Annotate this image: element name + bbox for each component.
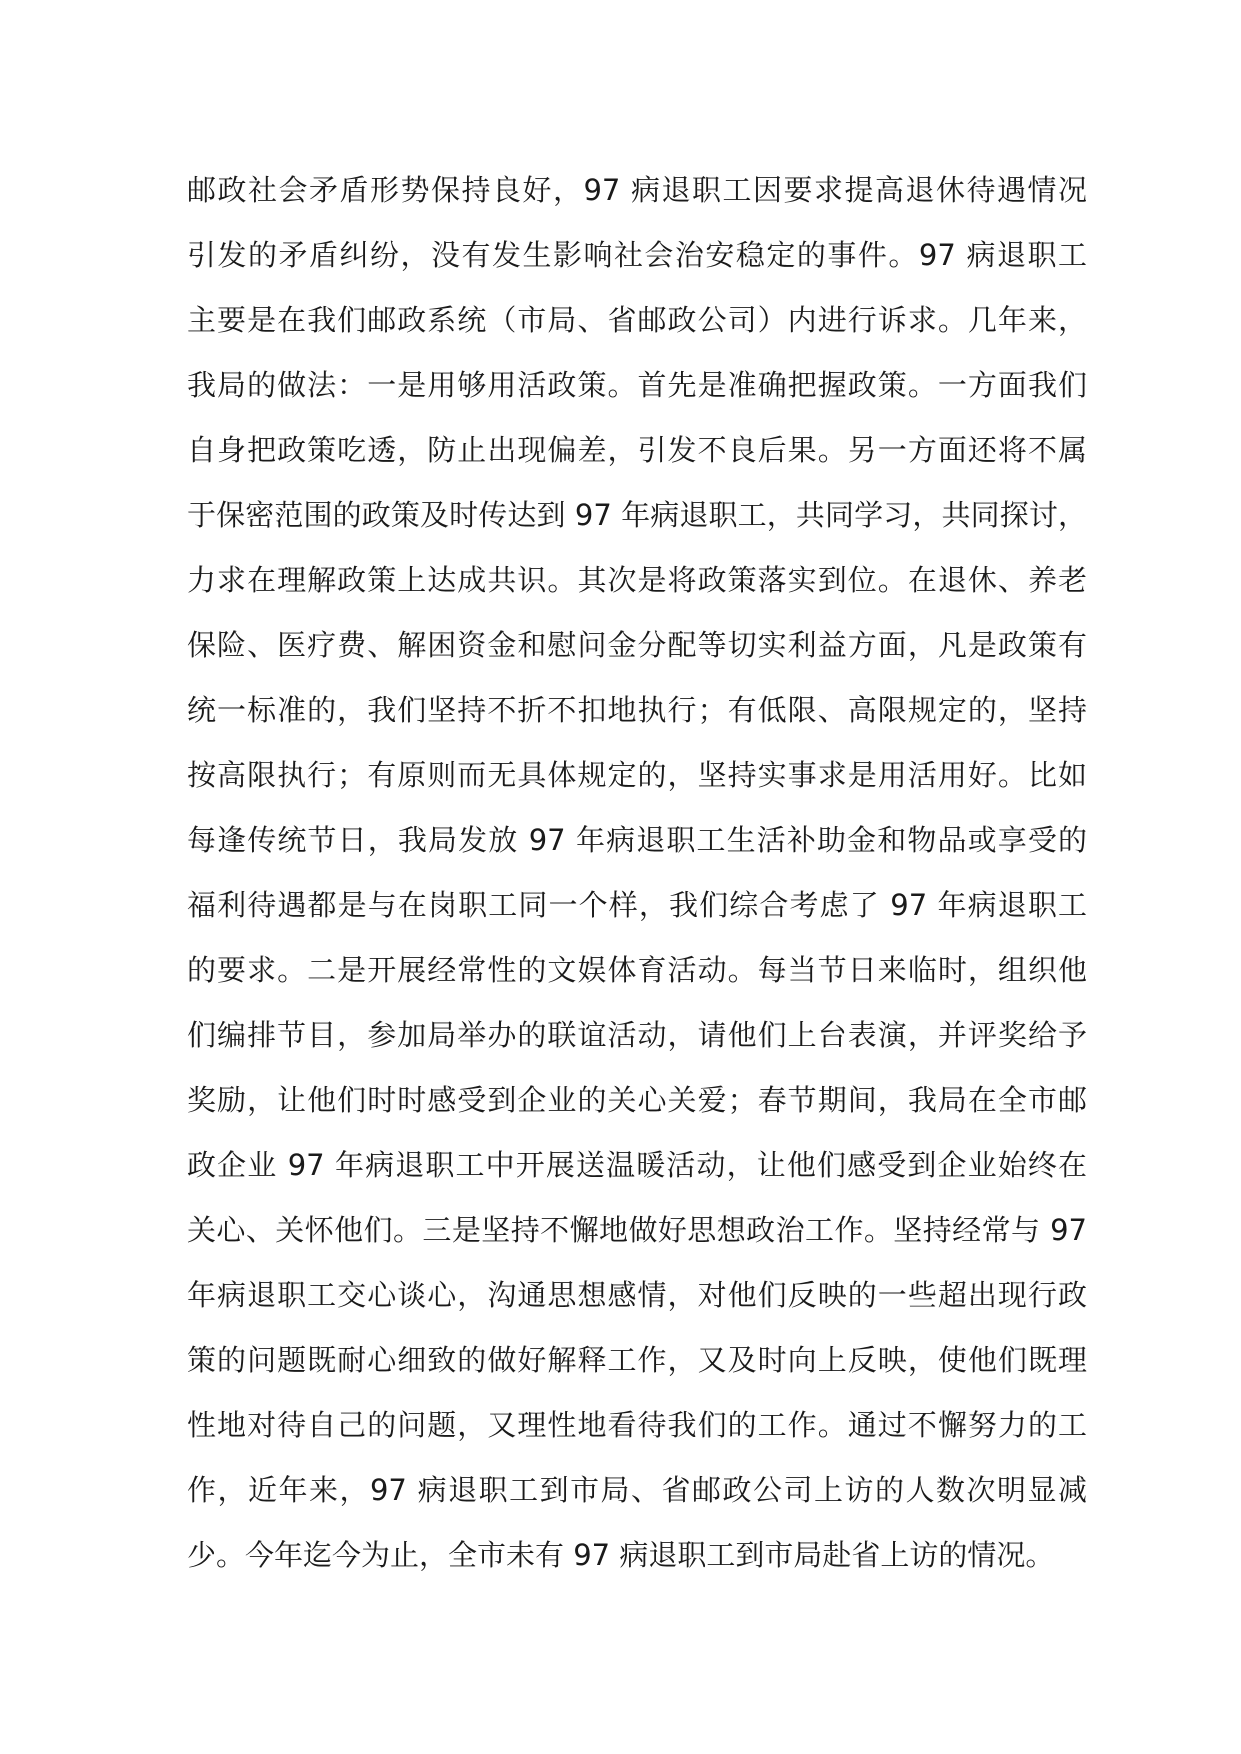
text-line-3: 主要是在我们邮政系统（市局、省邮政公司）内进行诉求。几年来， — [187, 303, 1087, 337]
text-line-5: 自身把政策吃透，防止出现偏差，引发不良后果。另一方面还将不属 — [187, 433, 1087, 467]
text-line-21: 作，近年来，97 病退职工到市局、省邮政公司上访的人数次明显减 — [187, 1473, 1087, 1507]
text-line-18: 年病退职工交心谈心，沟通思想感情，对他们反映的一些超出现行政 — [187, 1278, 1087, 1312]
text-line-2: 引发的矛盾纠纷，没有发生影响社会治安稳定的事件。97 病退职工 — [187, 238, 1087, 272]
text-line-6: 于保密范围的政策及时传达到 97 年病退职工，共同学习，共同探讨， — [187, 498, 1087, 532]
text-line-11: 每逢传统节日，我局发放 97 年病退职工生活补助金和物品或享受的 — [187, 823, 1087, 857]
text-line-7: 力求在理解政策上达成共识。其次是将政策落实到位。在退休、养老 — [187, 563, 1087, 597]
text-line-14: 们编排节目，参加局举办的联谊活动，请他们上台表演，并评奖给予 — [187, 1018, 1087, 1052]
body-paragraph — [187, 158, 1087, 1588]
text-line-8: 保险、医疗费、解困资金和慰问金分配等切实利益方面，凡是政策有 — [187, 628, 1087, 662]
text-line-10: 按高限执行；有原则而无具体规定的，坚持实事求是用活用好。比如 — [187, 758, 1087, 792]
text-line-4: 我局的做法：一是用够用活政策。首先是准确把握政策。一方面我们 — [187, 368, 1087, 402]
text-line-13: 的要求。二是开展经常性的文娱体育活动。每当节日来临时，组织他 — [187, 953, 1087, 987]
text-line-22: 少。今年迄今为止，全市未有 97 病退职工到市局赴省上访的情况。 — [187, 1538, 1055, 1572]
text-line-12: 福利待遇都是与在岗职工同一个样，我们综合考虑了 97 年病退职工 — [187, 888, 1087, 922]
text-line-17: 关心、关怀他们。三是坚持不懈地做好思想政治工作。坚持经常与 97 — [187, 1213, 1087, 1247]
text-line-15: 奖励，让他们时时感受到企业的关心关爱；春节期间，我局在全市邮 — [187, 1083, 1087, 1117]
text-line-20: 性地对待自己的问题，又理性地看待我们的工作。通过不懈努力的工 — [187, 1408, 1087, 1442]
text-line-16: 政企业 97 年病退职工中开展送温暖活动，让他们感受到企业始终在 — [187, 1148, 1087, 1182]
text-line-19: 策的问题既耐心细致的做好解释工作，又及时向上反映，使他们既理 — [187, 1343, 1087, 1377]
text-line-1: 邮政社会矛盾形势保持良好，97 病退职工因要求提高退休待遇情况 — [187, 173, 1087, 207]
text-line-9: 统一标准的，我们坚持不折不扣地执行；有低限、高限规定的，坚持 — [187, 693, 1087, 727]
